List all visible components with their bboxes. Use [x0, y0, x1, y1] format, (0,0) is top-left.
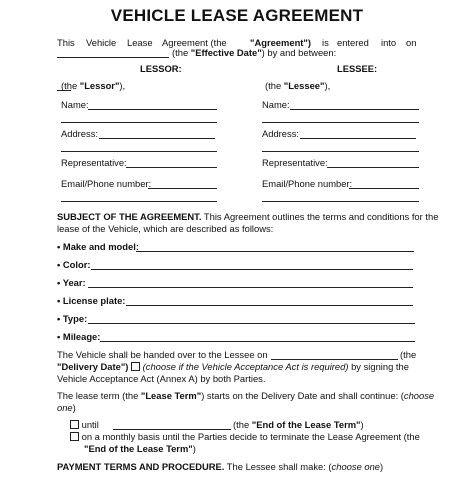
intro-word: Lease [127, 37, 153, 48]
lease-option-1-checkbox[interactable] [70, 420, 79, 429]
lessee-representative-field[interactable] [327, 167, 419, 168]
lease-option-2-checkbox[interactable] [70, 432, 79, 441]
lessor-representative-field[interactable] [126, 167, 217, 168]
lessor-heading: LESSOR: [140, 63, 182, 74]
delivery-date-blank[interactable] [271, 359, 398, 360]
document-title: VEHICLE LEASE AGREEMENT [110, 6, 364, 25]
intro-line-2: (the "Effective Date") by and between: [172, 47, 337, 58]
lease-term-line-1: The lease term (the "Lease Term") starts on the Delivery Date and shall continue: (choose [57, 390, 435, 401]
intro-term: "Agreement") [250, 37, 311, 48]
lessor-address-field[interactable] [99, 138, 215, 139]
handover-line-3: Vehicle Acceptance Act (Annex A) by both Parties. [57, 373, 266, 384]
intro-word: This [57, 37, 75, 48]
lessee-name-field[interactable] [290, 109, 419, 110]
lessee-the: (the "Lessee"), [265, 80, 331, 91]
field-year-label: • Year: [57, 277, 86, 288]
lessor-name-label: Name: [61, 99, 89, 110]
lease-option-2-line-2: "End of the Lease Term") [84, 443, 196, 454]
lessor-address-label: Address: [61, 128, 98, 139]
intro-word: entered [337, 37, 369, 48]
handover-line-1-post: (the [400, 349, 417, 360]
lease-option-1-post: (the "End of the Lease Term") [233, 419, 364, 430]
lessor-name-field[interactable] [88, 109, 217, 110]
payment-terms-line: PAYMENT TERMS AND PROCEDURE. The Lessee shall make: (choose one) [57, 461, 384, 472]
field-type-input[interactable] [88, 323, 415, 324]
field-year-input[interactable] [88, 287, 413, 288]
field-color-label: • Color: [57, 259, 91, 270]
lease-term-line-2: one) [57, 402, 76, 413]
lessee-name-label: Name: [262, 99, 290, 110]
intro-word: Vehicle [86, 37, 117, 48]
field-type-label: • Type: [57, 313, 88, 324]
lessor-name-field-2[interactable] [61, 122, 217, 123]
field-color-input[interactable] [91, 269, 413, 270]
field-make-model-input[interactable] [136, 251, 414, 252]
lessee-address-label: Address: [262, 128, 299, 139]
lessee-address-field[interactable] [300, 138, 416, 139]
lessee-heading: LESSEE: [337, 63, 378, 74]
lessee-email-field[interactable] [349, 188, 419, 189]
lessee-address-field-2[interactable] [262, 151, 419, 152]
lessee-email-label: Email/Phone number: [262, 178, 353, 189]
field-make-model-label: • Make and model: [57, 241, 139, 252]
subject-paragraph-line-1: SUBJECT OF THE AGREEMENT. This Agreement outlines the terms and conditions for the [57, 211, 439, 222]
lessee-representative-label: Representative: [262, 157, 328, 168]
lessee-email-field-2[interactable] [262, 201, 419, 202]
lessor-the: (the "Lessor"), [61, 80, 126, 91]
field-mileage-label: • Mileage: [57, 331, 101, 342]
subject-paragraph-line-2: lease of the Vehicle, which are described as follows: [57, 223, 274, 234]
end-of-lease-date-blank[interactable] [113, 429, 231, 430]
lease-option-1: until [70, 419, 99, 431]
field-license-plate-input[interactable] [126, 305, 413, 306]
field-license-plate-label: • License plate: [57, 295, 126, 306]
lease-option-2: on a monthly basis until the Parties decide to terminate the Lease Agreement (the [70, 431, 420, 443]
lessor-address-field-2[interactable] [61, 151, 217, 152]
lessor-email-field-2[interactable] [61, 201, 217, 202]
lessor-representative-label: Representative: [61, 157, 127, 168]
intro-word: on [406, 37, 417, 48]
acceptance-act-checkbox[interactable] [131, 362, 140, 371]
intro-word: is [322, 37, 329, 48]
field-mileage-input[interactable] [100, 341, 415, 342]
handover-line-1: The Vehicle shall be handed over to the Lessee on [57, 349, 268, 360]
lessee-name-field-2[interactable] [262, 122, 419, 123]
intro-word: Agreement (the [162, 37, 227, 48]
lessor-email-field[interactable] [148, 188, 217, 189]
lessor-email-label: Email/Phone number: [61, 178, 152, 189]
handover-line-2: "Delivery Date") (choose if the Vehicle Acceptance Act is required) by signing the [57, 361, 409, 372]
intro-word: into [381, 37, 397, 48]
effective-date-blank[interactable] [57, 57, 169, 58]
